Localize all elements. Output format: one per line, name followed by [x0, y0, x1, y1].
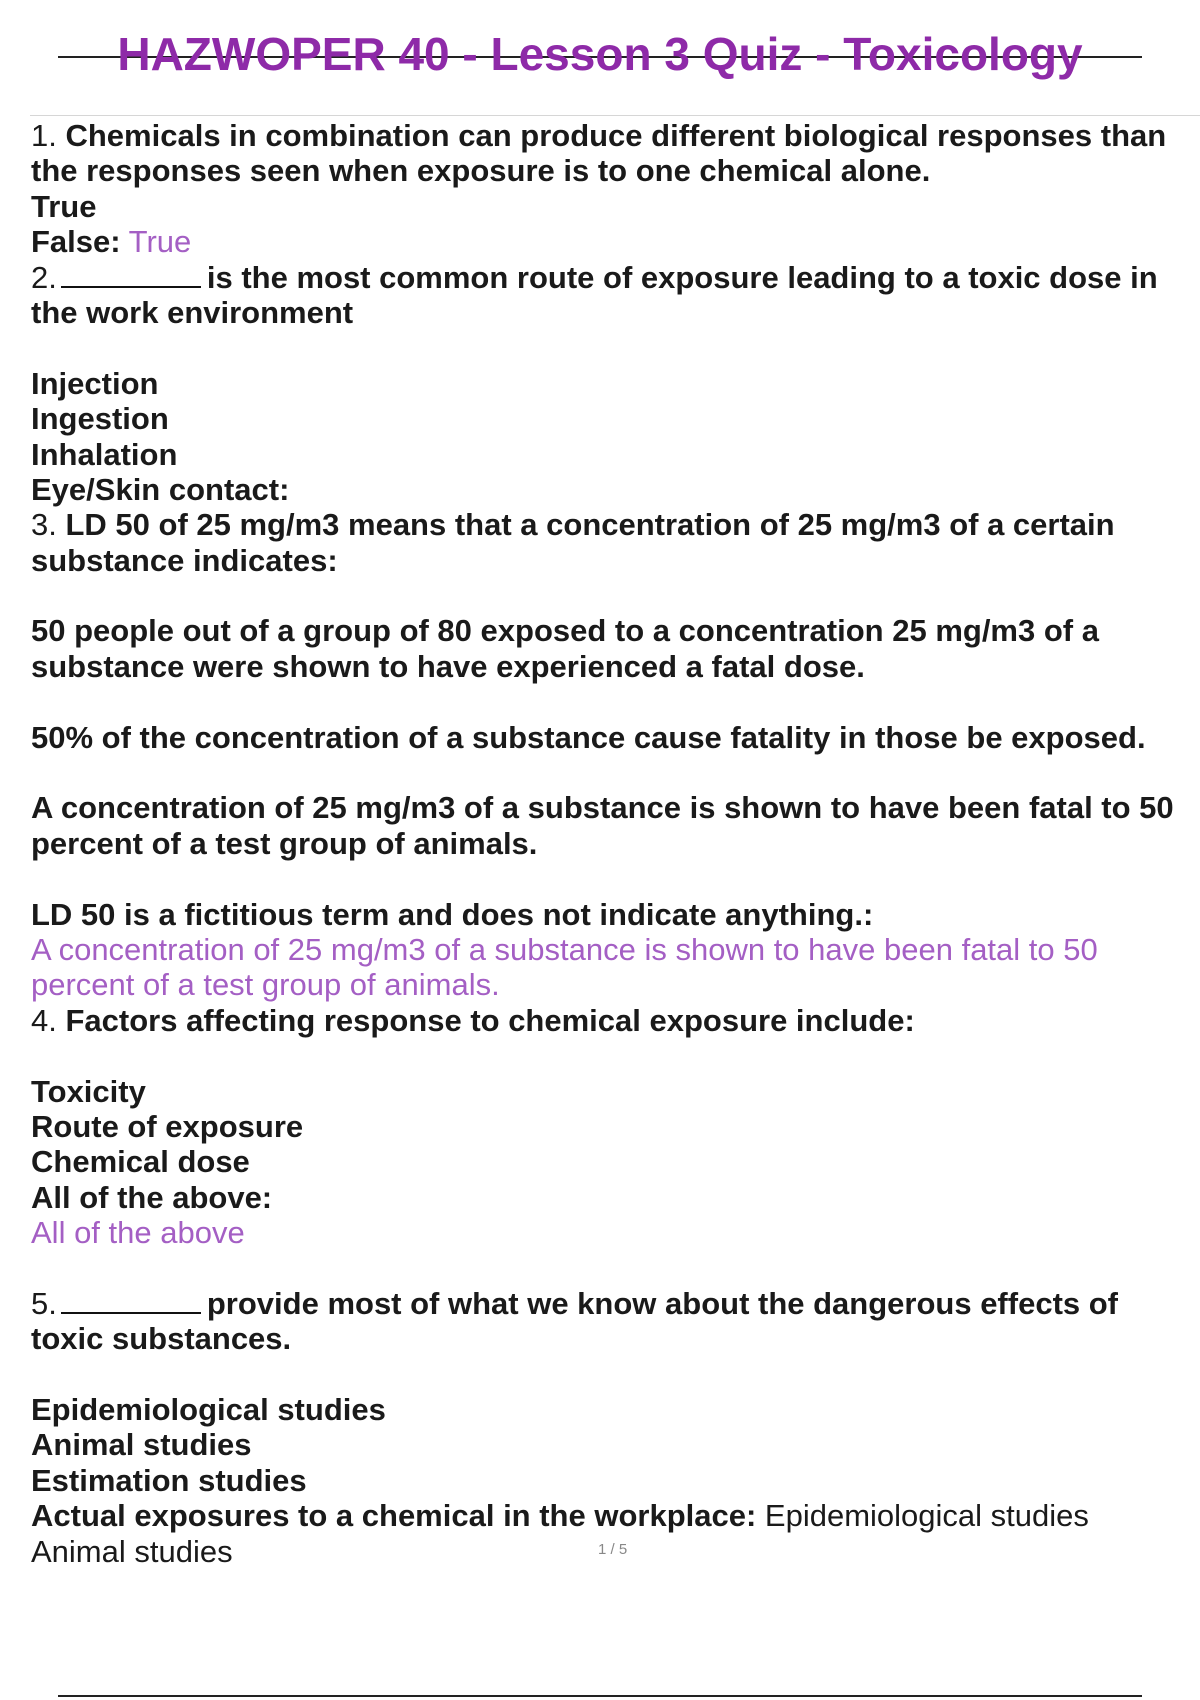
question-2-option-2: Ingestion [31, 401, 169, 437]
question-4-answer: All of the above [31, 1215, 245, 1251]
question-4-line-1: 4. Factors affecting response to chemical exposure include: [31, 1002, 915, 1038]
question-5-option-1: Epidemiological studies [31, 1392, 386, 1428]
page-title: HAZWOPER 40 - Lesson 3 Quiz - Toxicology [117, 28, 1083, 80]
question-4-option-3: Chemical dose [31, 1144, 250, 1180]
question-1-line-1: 1. Chemicals in combination can produce different biological responses than [31, 118, 1167, 153]
question-5-option-3: Estimation studies [31, 1462, 307, 1498]
question-2-option-3: Inhalation [31, 436, 178, 472]
question-4-option-2: Route of exposure [31, 1108, 304, 1144]
question-5-line-1: 5. provide most of what we know about the dangerous effects of [31, 1285, 1118, 1321]
question-3-option-c-line-2: percent of a test group of animals. [31, 825, 538, 861]
question-2-line-1: 2. is the most common route of exposure leading to a toxic dose in [31, 259, 1158, 295]
question-4-option-4: All of the above: [31, 1179, 273, 1215]
question-2-option-1: Injection [31, 365, 159, 401]
question-4-option-1: Toxicity [31, 1073, 146, 1109]
question-1-option-true: True [31, 188, 97, 224]
question-1-line-2: the responses seen when exposure is to one chemical alone. [31, 153, 931, 189]
title-block [58, 26, 1142, 90]
question-3-option-a-line-2: substance were shown to have experienced a fatal dose. [31, 648, 865, 684]
question-5-line-2: toxic substances. [31, 1321, 292, 1357]
question-2-blank [61, 260, 201, 288]
question-3-option-c-line-1: A concentration of 25 mg/m3 of a substance is shown to have been fatal to 50 [31, 790, 1174, 826]
question-3-line-1: 3. LD 50 of 25 mg/m3 means that a concentration of 25 mg/m3 of a certain [31, 507, 1115, 543]
question-5-answer-continued: Animal studies [31, 1533, 233, 1569]
footer-rule [58, 1695, 1142, 1697]
question-2-option-4: Eye/Skin contact: [31, 471, 290, 507]
question-5-blank [61, 1286, 201, 1314]
question-3-line-2: substance indicates: [31, 542, 338, 578]
question-3-answer-line-2: percent of a test group of animals. [31, 967, 500, 1003]
page-indicator: 1 / 5 [598, 1541, 628, 1558]
question-1-answer: True [128, 224, 192, 260]
question-5-option-2: Animal studies [31, 1427, 252, 1463]
question-5-option-4: Actual exposures to a chemical in the workplace: Epidemiological studies [31, 1498, 1089, 1534]
question-3-option-a-line-1: 50 people out of a group of 80 exposed to a concentration 25 mg/m3 of a [31, 613, 1099, 649]
question-1-option-false: False: True [31, 224, 192, 260]
question-3-answer-line-1: A concentration of 25 mg/m3 of a substance is shown to have been fatal to 50 [31, 931, 1098, 967]
question-2-line-2: the work environment [31, 294, 354, 330]
question-3-option-b: 50% of the concentration of a substance cause fatality in those be exposed. [31, 719, 1146, 755]
quiz-content [31, 118, 1200, 1569]
question-3-option-d: LD 50 is a fictitious term and does not indicate anything.: [31, 896, 874, 932]
header-divider [30, 115, 1200, 116]
question-5-answer: Epidemiological studies [764, 1498, 1089, 1534]
